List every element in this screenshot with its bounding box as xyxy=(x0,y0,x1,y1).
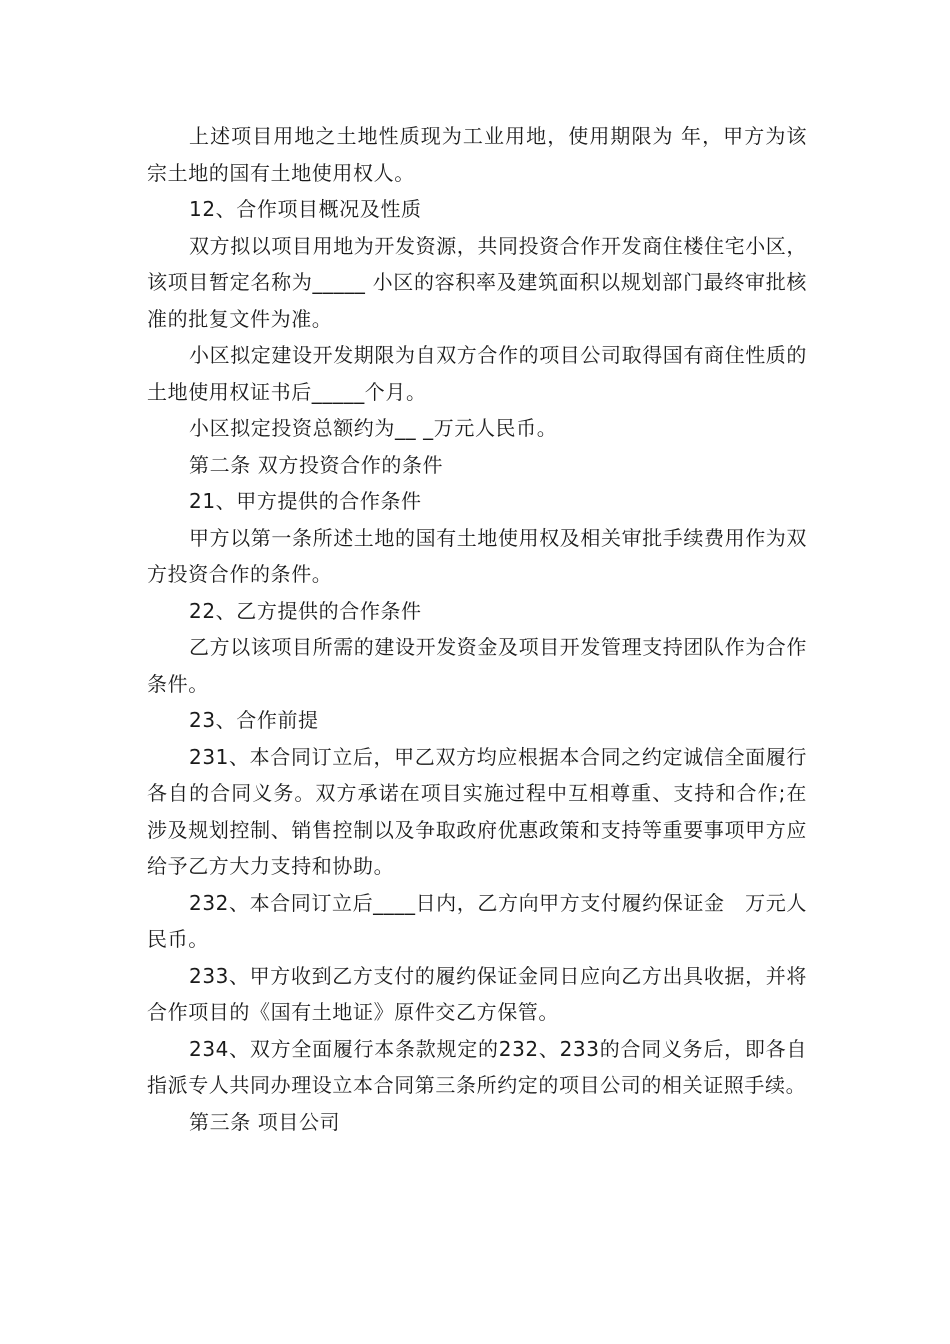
paragraph-development-period: 小区拟定建设开发期限为自双方合作的项目公司取得国有商住性质的土地使用权证书后_____个月。 xyxy=(147,343,807,404)
paragraph-party-b-conditions: 乙方以该项目所需的建设开发资金及项目开发管理支持团队作为合作条件。 xyxy=(147,635,807,696)
section-heading-21: 21、甲方提供的合作条件 xyxy=(189,489,422,513)
document-body xyxy=(147,118,807,1140)
section-heading-23: 23、合作前提 xyxy=(189,708,319,732)
paragraph-party-a-conditions: 甲方以第一条所述土地的国有土地使用权及相关审批手续费用作为双方投资合作的条件。 xyxy=(147,525,807,586)
paragraph-clause-234: 234、双方全面履行本条款规定的232、233的合同义务后，即各自指派专人共同办理设立本合同第三条所约定的项目公司的相关证照手续。 xyxy=(147,1036,807,1097)
paragraph-land-nature: 上述项目用地之土地性质现为工业用地，使用期限为 年，甲方为该宗土地的国有土地使用权人。 xyxy=(147,124,807,185)
paragraph-investment-total: 小区拟定投资总额约为__ _万元人民币。 xyxy=(189,416,558,440)
article-heading-3: 第三条 项目公司 xyxy=(189,1109,341,1134)
paragraph-clause-233: 233、甲方收到乙方支付的履约保证金同日应向乙方出具收据，并将合作项目的《国有土地证》原件交乙方保管。 xyxy=(147,963,807,1024)
paragraph-clause-232: 232、本合同订立后____日内，乙方向甲方支付履约保证金 万元人民币。 xyxy=(147,890,807,951)
section-heading-12: 12、合作项目概况及性质 xyxy=(189,197,422,221)
article-heading-2: 第二条 双方投资合作的条件 xyxy=(189,452,444,477)
section-heading-22: 22、乙方提供的合作条件 xyxy=(189,598,422,623)
paragraph-project-overview: 双方拟以项目用地为开发资源，共同投资合作开发商住楼住宅小区，该项目暂定名称为_____ 小区的容积率及建筑面积以规划部门最终审批核准的批复文件为准。 xyxy=(147,233,807,331)
paragraph-clause-231: 231、本合同订立后，甲乙双方均应根据本合同之约定诚信全面履行各自的合同义务。双方承诺在项目实施过程中互相尊重、支持和合作;在涉及规划控制、销售控制以及争取政府优惠政策和支持等重要事项甲方应给予乙方大力支持和协助。 xyxy=(147,744,807,878)
